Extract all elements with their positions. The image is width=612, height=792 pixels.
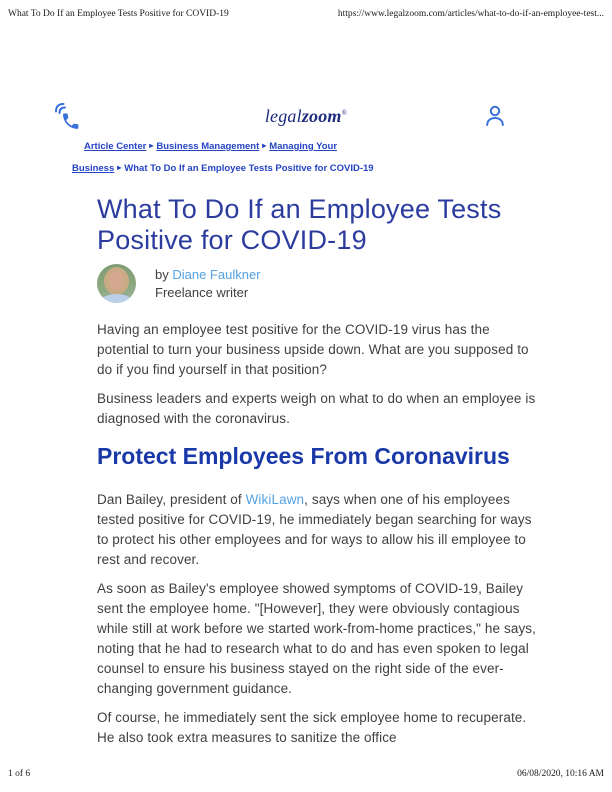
article bbox=[97, 194, 541, 757]
account-icon[interactable] bbox=[484, 104, 506, 128]
breadcrumb-separator-icon: ▸ bbox=[262, 141, 267, 150]
paragraph-text: Dan Bailey, president of bbox=[97, 492, 246, 507]
avatar-shirt bbox=[100, 294, 133, 303]
intro-paragraphs bbox=[97, 320, 541, 429]
print-timestamp: 06/08/2020, 10:16 AM bbox=[517, 769, 604, 779]
avatar-face bbox=[109, 271, 124, 290]
article-paragraph bbox=[97, 320, 541, 380]
article-paragraph bbox=[97, 389, 541, 429]
author-row bbox=[97, 264, 541, 303]
logo-legal: legal bbox=[264, 106, 302, 126]
section-paragraphs bbox=[97, 490, 541, 748]
print-footer bbox=[8, 769, 604, 779]
legalzoom-logo[interactable] bbox=[0, 106, 612, 127]
paragraph-text: Having an employee test positive for the COVID-19 virus has the potential to turn your business upside down. What are you supposed to do if you find yourself in that position? bbox=[97, 322, 529, 377]
byline-prefix: by bbox=[155, 267, 173, 282]
registered-mark: ® bbox=[341, 109, 348, 117]
print-header-title: What To Do If an Employee Tests Positive for COVID-19 bbox=[8, 9, 229, 19]
breadcrumb-current: What To Do If an Employee Tests Positive for COVID-19 bbox=[124, 163, 374, 174]
article-paragraph bbox=[97, 490, 541, 570]
section-heading: Protect Employees From Coronavirus bbox=[97, 443, 510, 469]
inline-link[interactable]: WikiLawn bbox=[245, 492, 305, 507]
print-header bbox=[8, 9, 604, 19]
article-paragraph bbox=[97, 579, 541, 699]
author-link[interactable]: Diane Faulkner bbox=[172, 267, 261, 282]
paragraph-text: Business leaders and experts weigh on what to do when an employee is diagnosed with the coronavirus. bbox=[97, 391, 536, 426]
paragraph-text: As soon as Bailey's employee showed symptoms of COVID-19, Bailey sent the employee home. "[However], they were obviously contagious while still at work before we started work-from-home practices," he says, noting that he had to research what to do and has even spoken to legal counsel to ensure his business stayed on the right side of the ever-changing government guidance. bbox=[97, 581, 536, 696]
article-title: What To Do If an Employee Tests Positive for COVID-19 bbox=[97, 194, 502, 255]
breadcrumb-separator-icon: ▸ bbox=[117, 163, 122, 172]
breadcrumb-separator-icon: ▸ bbox=[149, 141, 154, 150]
breadcrumb-link[interactable]: Managing Your Business bbox=[72, 141, 338, 174]
author-avatar bbox=[97, 264, 136, 303]
site-header bbox=[0, 50, 612, 126]
breadcrumb-link[interactable]: Article Center bbox=[84, 141, 147, 152]
article-paragraph bbox=[97, 708, 541, 748]
logo-zoom: zoom bbox=[301, 106, 342, 126]
author-role: Freelance writer bbox=[155, 285, 249, 300]
page-number: 1 of 6 bbox=[8, 769, 31, 779]
breadcrumb-link[interactable]: Business Management bbox=[156, 141, 260, 152]
paragraph-text: , says when one of his employees tested positive for COVID-19, he immediately began searching for ways to protect his other employees and for ways to allow his ill employee to rest and recover. bbox=[97, 492, 532, 567]
breadcrumb bbox=[72, 135, 374, 179]
byline bbox=[155, 264, 261, 302]
paragraph-text: Of course, he immediately sent the sick employee home to recuperate. He also took extra measures to sanitize the office bbox=[97, 710, 527, 745]
print-header-url: https://www.legalzoom.com/articles/what-to-do-if-an-employee-test... bbox=[337, 9, 604, 19]
